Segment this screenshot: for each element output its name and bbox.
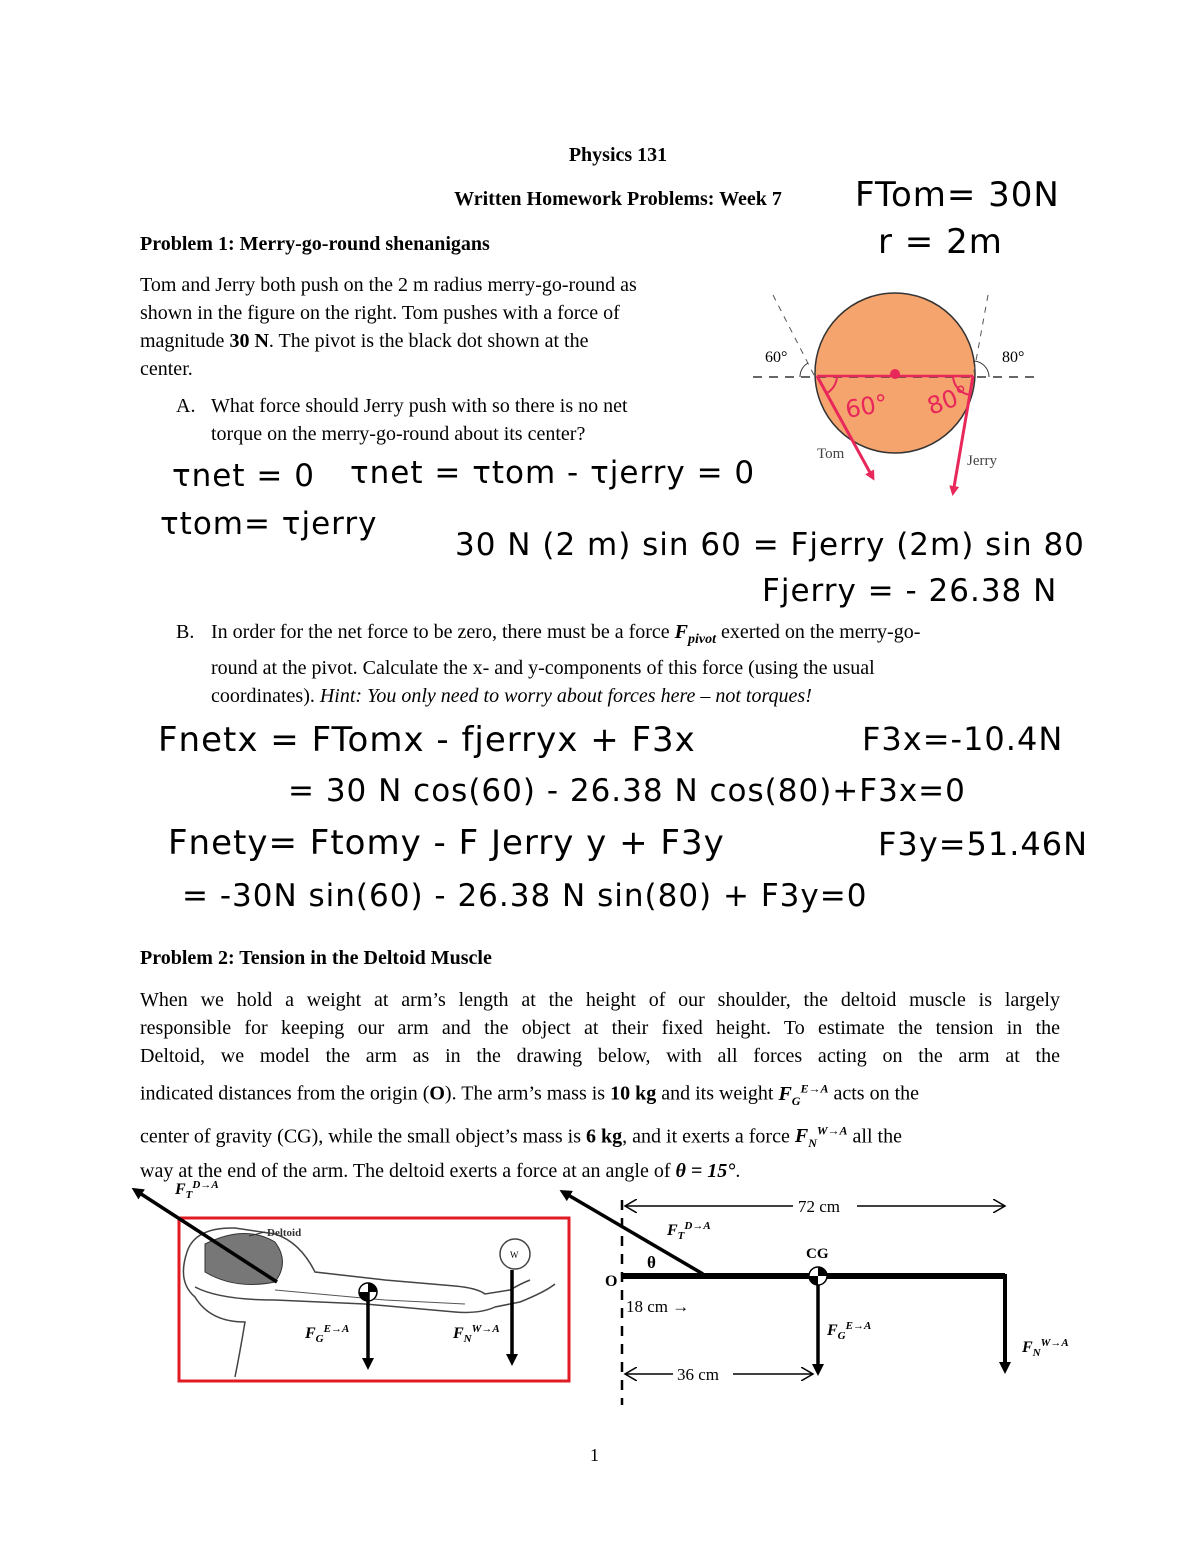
- handwritten-b-line4: = -30N sin(60) - 26.38 N sin(80) + F3y=0: [182, 878, 868, 914]
- jerry-label: Jerry: [967, 453, 997, 469]
- intro-line: Tom and Jerry both push on the 2 m radius merry-go-round as: [140, 274, 637, 296]
- p2-line: responsible for keeping our arm and the object at their fixed height. To estimate the tension in the: [140, 1017, 1060, 1039]
- normal-force-symbol: $F_N^{W\to A}$: [794, 1123, 848, 1151]
- inner-left-angle: 60°: [843, 388, 890, 424]
- handwritten-a-line1-left: τnet = 0: [172, 458, 315, 494]
- intro-line: magnitude 30 N. The pivot is the black dot shown at the: [140, 330, 589, 352]
- intro-line: center.: [140, 358, 193, 380]
- handwritten-b-line3-right: F3y=51.46N: [878, 825, 1089, 863]
- object-force-label: $F_N^{W\to A}$: [1022, 1337, 1069, 1359]
- ball-weight-label: W: [510, 1250, 519, 1260]
- page-subtitle: Written Homework Problems: Week 7: [454, 188, 782, 210]
- dimension-36-label: 36 cm: [677, 1365, 720, 1384]
- intro-line: shown in the figure on the right. Tom pushes with a force of: [140, 302, 620, 324]
- part-b-label: B.: [176, 621, 195, 643]
- handwritten-b-line1: Fnetx = FTomx - fjerryx + F3x: [158, 720, 696, 760]
- hint-text: Hint: You only need to worry about forces here – not torques!: [319, 685, 812, 707]
- theta-label: θ: [647, 1253, 656, 1272]
- right-angle-label: 80°: [1002, 349, 1025, 366]
- handwritten-given-force: FTom= 30N: [855, 175, 1060, 215]
- part-a-label: A.: [176, 395, 196, 417]
- problem2-title: Problem 2: Tension in the Deltoid Muscle: [140, 947, 492, 969]
- arm-drawing-figure: [125, 1172, 580, 1392]
- pivot-dot: [890, 369, 900, 379]
- theta-value: θ = 15°: [675, 1160, 736, 1183]
- handwritten-b-line3: Fnety= Ftomy - F Jerry y + F3y: [168, 823, 725, 863]
- page-title: Physics 131: [568, 144, 668, 166]
- p2-line: way at the end of the arm. The deltoid exerts a force at an angle of θ = 15°.: [140, 1160, 741, 1183]
- object-force-label: $F_N^{W\to A}$: [453, 1323, 500, 1345]
- deltoid-force-label: $F_T^{D\to A}$: [667, 1220, 711, 1242]
- problem1-intro: [140, 271, 740, 383]
- problem1-part-a: [176, 392, 736, 448]
- handwritten-a-line2: τtom= τjerry: [160, 506, 378, 542]
- left-angle-arc: [800, 363, 808, 377]
- handwritten-given-radius: r = 2m: [878, 222, 1003, 262]
- left-angle-label: 60°: [765, 349, 788, 366]
- force-magnitude: 30 N: [229, 330, 269, 352]
- handwritten-b-line2: = 30 N cos(60) - 26.38 N cos(80)+F3x=0: [288, 773, 966, 809]
- p2-line: center of gravity (CG), while the small object’s mass is 6 kg, and it exerts a force $F_N^{W\to A}$ all the: [140, 1123, 902, 1151]
- merry-go-round-figure: [745, 285, 1055, 500]
- cg-label: CG: [806, 1246, 829, 1262]
- weight-force-symbol: $F_G^{E\to A}$: [778, 1081, 829, 1108]
- arm-model-figure: [555, 1180, 1085, 1410]
- weight-force-label: $F_G^{E\to A}$: [827, 1320, 872, 1342]
- part-b-line: round at the pivot. Calculate the x- and y-components of this force (using the usual: [211, 657, 875, 679]
- p2-line: Deltoid, we model the arm as in the drawing below, with all forces acting on the arm at the: [140, 1045, 1060, 1067]
- inner-right-angle: 80°: [923, 379, 974, 421]
- problem1-part-b: [176, 618, 1076, 710]
- problem1-title: Problem 1: Merry-go-round shenanigans: [140, 233, 490, 255]
- p2-line: When we hold a weight at arm’s length at the height of our shoulder, the deltoid muscle is largely: [140, 989, 1060, 1011]
- problem2-body: [140, 986, 1060, 1185]
- weight-force-label: $F_G^{E\to A}$: [305, 1323, 350, 1345]
- tom-label: Tom: [817, 446, 845, 462]
- dimension-18-label: 18 cm →: [626, 1297, 690, 1316]
- part-a-line: torque on the merry-go-round about its center?: [211, 423, 586, 445]
- handwritten-b-line1-right: F3x=-10.4N: [862, 720, 1064, 758]
- part-a-line: What force should Jerry push with so there is no net: [211, 395, 628, 417]
- part-b-line: coordinates). Hint: You only need to worry about forces here – not torques!: [211, 685, 812, 707]
- part-b-line: In order for the net force to be zero, there must be a force $F_{pivot}$ exerted on the merry-go-: [211, 621, 921, 647]
- dimension-72-label: 72 cm: [798, 1197, 841, 1216]
- p2-line: indicated distances from the origin (O). The arm’s mass is 10 kg and its weight $F_G^{E\to A}$ acts on the: [140, 1081, 919, 1108]
- page-number: 1: [590, 1445, 599, 1465]
- pivot-force-symbol: F: [674, 621, 689, 643]
- deltoid-label: Deltoid: [267, 1227, 302, 1239]
- handwritten-a-line1-right: τnet = τtom - τjerry = 0: [350, 455, 756, 491]
- handwritten-a-line4: Fjerry = - 26.38 N: [762, 573, 1058, 609]
- handwritten-a-line3: 30 N (2 m) sin 60 = Fjerry (2m) sin 80: [455, 527, 1085, 563]
- origin-label: O: [605, 1273, 618, 1290]
- deltoid-force-label: $F_T^{D\to A}$: [175, 1179, 219, 1201]
